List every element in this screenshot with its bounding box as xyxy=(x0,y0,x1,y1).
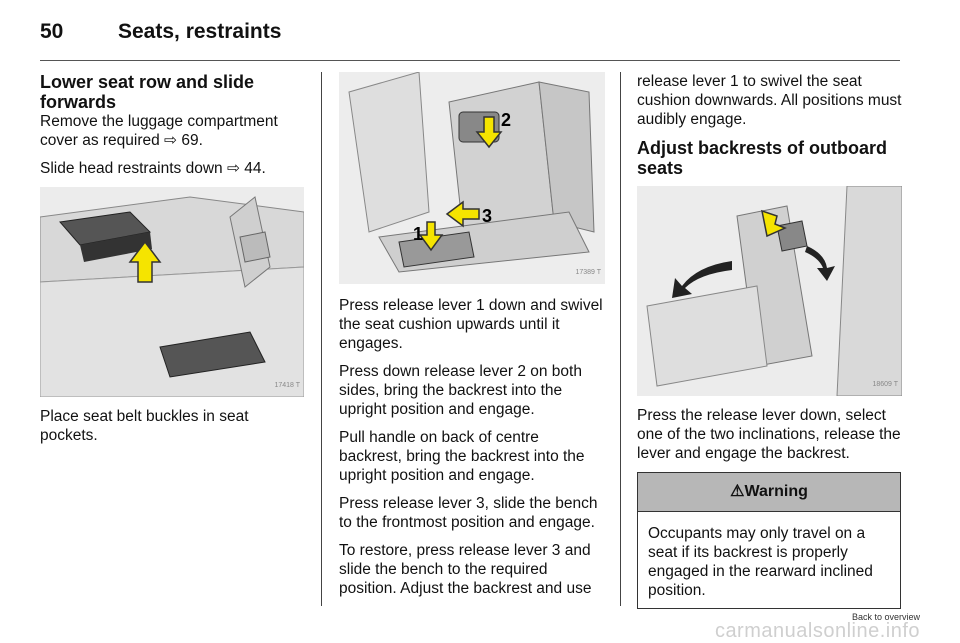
figure-id: 18609 T xyxy=(872,381,898,388)
paragraph: Press release lever 3, slide the bench to the frontmost position and engage. xyxy=(339,495,598,531)
lever-label-3: 3 xyxy=(482,206,493,226)
paragraph: Slide head restraints down ⇨ 44. xyxy=(40,160,266,177)
header-divider xyxy=(40,60,900,61)
section-heading-lower-seat: Lower seat row and slide forwards xyxy=(40,72,255,112)
paragraph: To restore, press release lever 3 and slide the bench to the required position. Adjust the backrest and use xyxy=(339,542,592,597)
figure-head-restraints xyxy=(40,187,304,397)
paragraph: Press the release lever down, select one of the two inclinations, release the lever and engage the backrest. xyxy=(637,407,901,462)
back-to-overview-link[interactable]: Back to overview xyxy=(851,612,920,622)
page-number: 50 xyxy=(40,20,64,43)
figure-outboard-backrest xyxy=(637,186,902,396)
column-divider-1 xyxy=(321,72,322,606)
figure-id: 17389 T xyxy=(575,269,601,276)
lever-label-2: 2 xyxy=(501,110,512,130)
warning-text: Occupants may only travel on a seat if its backrest is properly engaged in the rearward inclined position. xyxy=(648,525,873,599)
figure-seat-levers xyxy=(339,72,605,284)
paragraph: release lever 1 to swivel the seat cushion downwards. All positions must audibly engage. xyxy=(637,73,902,128)
paragraph: Press release lever 1 down and swivel the seat cushion upwards until it engages. xyxy=(339,297,603,352)
warning-box xyxy=(637,472,901,609)
page-header xyxy=(40,20,900,60)
paragraph: Press down release lever 2 on both sides, bring the backrest into the upright position and engage. xyxy=(339,363,582,418)
figure-id: 17418 T xyxy=(274,382,300,389)
section-heading-outboard: Adjust backrests of outboard seats xyxy=(637,138,888,178)
paragraph: Place seat belt buckles in seat pockets. xyxy=(40,408,249,444)
lever-label-1: 1 xyxy=(413,224,424,244)
paragraph: Pull handle on back of centre backrest, bring the backrest into the upright position and engage. xyxy=(339,429,585,484)
warning-title: ⚠Warning xyxy=(638,473,900,512)
column-divider-2 xyxy=(620,72,621,606)
watermark: carmanualsonline.info xyxy=(714,620,920,642)
column-1 xyxy=(40,72,308,454)
paragraph: Remove the luggage compartment cover as required ⇨ 69. xyxy=(40,113,278,149)
column-2 xyxy=(339,72,605,607)
column-3 xyxy=(637,72,902,609)
page-title: Seats, restraints xyxy=(118,20,282,43)
